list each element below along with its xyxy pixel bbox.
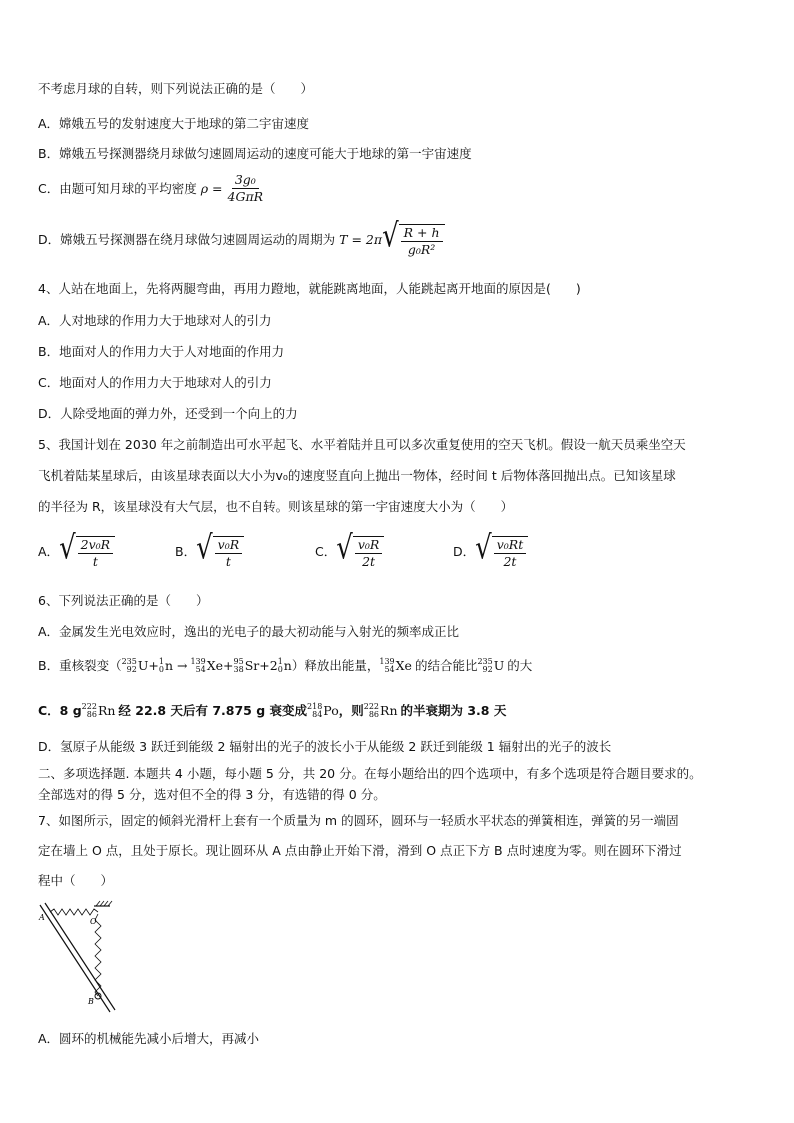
q4-option-d: D．人除受地面的弹力外，还受到一个向上的力 — [38, 406, 298, 421]
q5-a-num: 2v₀R — [78, 537, 113, 554]
q6-c-po: Po — [323, 703, 339, 718]
q6-b-xe: Xe — [395, 658, 412, 673]
q3-option-c-text: C．由题可知月球的平均密度 — [38, 180, 197, 196]
q3-d-sqrt — [382, 217, 444, 258]
q6-c-rn2: Rn — [380, 703, 398, 718]
q5-stem-1: 5、我国计划在 2030 年之前制造出可水平起飞、水平着陆并且可以多次重复使用的空天飞机。假设一航天员乘坐空天 — [38, 437, 686, 452]
q7-stem-3: 程中（ ） — [38, 873, 114, 888]
q6-c-mid2: ，则 — [338, 703, 364, 718]
q3-d-numerator: R + h — [401, 225, 443, 242]
q7-option-a: A．圆环的机械能先减小后增大，再减小 — [38, 1031, 260, 1046]
q5-b-label: B． — [175, 544, 197, 559]
q4-option-a: A．人对地球的作用力大于地球对人的引力 — [38, 313, 272, 328]
radical-icon: √ — [336, 529, 353, 567]
q5-option-b — [175, 529, 244, 570]
q7-stem-2: 定在墙上 O 点，且处于原长。现让圆环从 A 点由静止开始下滑，滑到 O 点正下方 B 点时速度为零。则在圆环下滑过 — [38, 843, 682, 858]
q6-b-post: 的大 — [507, 658, 533, 673]
q3-d-denominator: g₀R² — [407, 242, 436, 257]
q3-c-denominator: 4GπR — [227, 189, 264, 204]
q6-c-rn: Rn — [97, 703, 116, 718]
q6-b-cmp: 的结合能比 — [414, 658, 478, 673]
q5-stem-3: 的半径为 R，该星球没有大气层，也不自转。则该星球的第一宇宙速度大小为（ ） — [38, 499, 514, 514]
q5-option-c — [315, 529, 384, 570]
q4-stem: 4、人站在地面上，先将两腿弯曲，再用力蹬地，就能跳离地面，人能跳起离开地面的原因是( ) — [38, 281, 581, 296]
q6-stem: 6、下列说法正确的是（ ） — [38, 593, 209, 608]
q3-option-a: A．嫦娥五号的发射速度大于地球的第二宇宙速度 — [38, 116, 310, 131]
horizontal-spring — [50, 909, 98, 915]
section2-line2: 全部选对的得 5 分，选对但不全的得 3 分，有选错的得 0 分。 — [38, 787, 386, 802]
q5-stem-2: 飞机着陆某星球后，由该星球表面以大小为v₀的速度竖直向上抛出一物体，经时间 t 后物体落回抛出点。已知该星球 — [38, 468, 676, 483]
q3-option-d — [38, 217, 445, 258]
q4-option-b: B．地面对人的作用力大于人对地面的作用力 — [38, 344, 285, 359]
q6-c-pre: C．8 g — [38, 703, 82, 718]
q5-d-num: v₀Rt — [494, 537, 527, 554]
q7-stem-1: 7、如图所示，固定的倾斜光滑杆上套有一个质量为 m 的圆环，圆环与一轻质水平状态的弹簧相连，弹簧的另一端固 — [38, 813, 679, 828]
radical-icon: √ — [59, 529, 76, 567]
q6-option-c: C．8 g 222 86 Rn 经 22.8 天后有 7.875 g 衰变成 218 84 Po ，则 222 86 Rn 的半衰期为 3.8 天 — [38, 702, 507, 719]
q3-stem-tail: 不考虑月球的自转，则下列说法正确的是（ ） — [38, 81, 314, 96]
q6-option-b: B．重核裂变（ 235 92 U+ 1 0 n → 139 54 Xe+ 95 38 Sr+2 1 0 n ）释放出能量， 139 54 Xe 的结合能比 235 92 U 的大 — [38, 657, 533, 674]
q5-d-den: 2t — [503, 554, 517, 569]
q6-option-a: A．金属发生光电效应时，逸出的光电子的最大初动能与入射光的频率成正比 — [38, 624, 460, 639]
q3-c-numerator: 3g₀ — [232, 172, 259, 189]
q3-option-b: B．嫦娥五号探测器绕月球做匀速圆周运动的速度可能大于地球的第一宇宙速度 — [38, 146, 472, 161]
q3-d-lhs: T = 2π — [339, 232, 383, 247]
q5-a-den: t — [92, 554, 98, 569]
q6-option-d: D．氢原子从能级 3 跃迁到能级 2 辐射出的光子的波长小于从能级 2 跃迁到能级 1 辐射出的光子的波长 — [38, 739, 612, 754]
q5-b-den: t — [225, 554, 231, 569]
q5-c-label: C． — [315, 544, 337, 559]
q6-c-mid: 经 22.8 天后有 7.875 g 衰变成 — [118, 703, 308, 718]
q6-b-pre: B．重核裂变（ — [38, 658, 122, 673]
radical-icon: √ — [382, 217, 399, 255]
q5-b-num: v₀R — [215, 537, 242, 554]
radical-icon: √ — [196, 529, 213, 567]
q3-option-c — [38, 172, 268, 205]
q6-b-mid: ）释放出能量， — [291, 658, 380, 673]
figure-label-b: B — [88, 997, 94, 1006]
q3-c-fraction — [225, 172, 267, 205]
q5-c-num: v₀R — [355, 537, 382, 554]
q5-option-a — [38, 529, 115, 570]
q5-a-label: A． — [38, 544, 60, 559]
section2-line1: 二、多项选择题. 本题共 4 小题，每小题 5 分，共 20 分。在每小题给出的四个选项中，有多个选项是符合题目要求的。 — [38, 766, 702, 781]
q3-option-d-text: D．嫦娥五号探测器在绕月球做匀速圆周运动的周期为 — [38, 232, 336, 247]
q5-option-d — [453, 529, 528, 570]
q3-c-lhs: ρ = — [200, 180, 223, 196]
q6-b-u: U — [493, 658, 505, 673]
q5-d-label: D． — [453, 544, 476, 559]
wall-hatch-icon — [94, 901, 112, 906]
figure-label-o: O — [90, 917, 97, 926]
radical-icon: √ — [475, 529, 492, 567]
slanted-rod — [40, 903, 115, 1012]
q6-c-post: 的半衰期为 3.8 天 — [400, 703, 507, 718]
q4-option-c: C．地面对人的作用力大于地球对人的引力 — [38, 375, 272, 390]
q7-figure — [38, 900, 118, 1018]
figure-label-a: A — [39, 913, 45, 922]
q5-c-den: 2t — [362, 554, 376, 569]
